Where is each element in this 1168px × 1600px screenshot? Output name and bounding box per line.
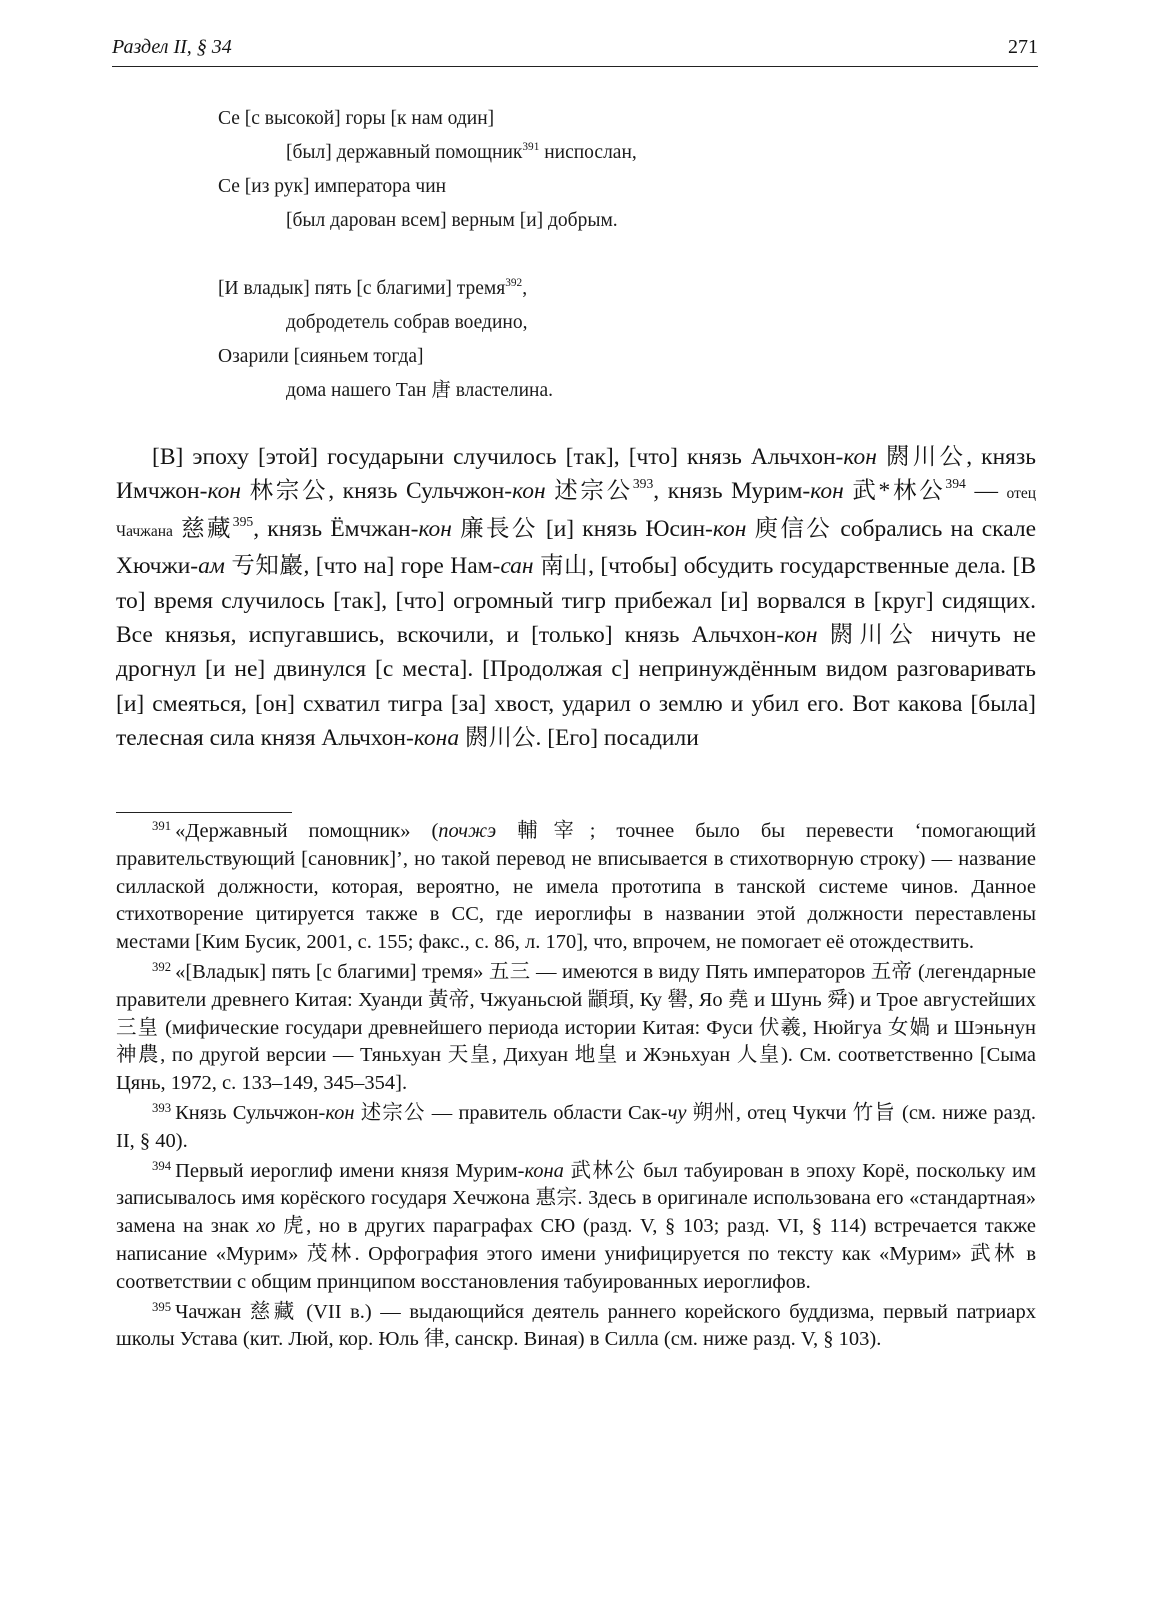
text: 慈藏	[172, 515, 233, 542]
text: 庾信公 собрались на скале Хючжи-	[116, 515, 1037, 580]
text: 南山, [чтобы] обсудить государственные дела. [В то] время случилось [так], [что] огромный тигр прибежал [и] ворвался в [круг] сидящих. Все князья, испугавшись, вскочили, и [только] князь Альчхон-	[116, 553, 1036, 649]
italic-term: хо	[256, 1215, 276, 1238]
text: 林宗公, князь Сульчжон-	[240, 478, 513, 505]
section-reference: Раздел II, § 34	[112, 36, 232, 58]
footnote-395	[116, 1299, 1036, 1355]
footnote-divider	[116, 812, 292, 813]
text: [В] эпоху [этой] государыни случилось [так], [что] князь Альчхон-	[152, 444, 844, 470]
italic-term: почжэ	[438, 820, 497, 842]
main-paragraph	[116, 440, 1036, 756]
text: Первый иероглиф имени князя Мурим-	[175, 1159, 525, 1182]
footnote-number: 393	[152, 1100, 172, 1115]
italic-term: кона	[413, 725, 460, 752]
footnote-391	[116, 818, 1036, 957]
footnote-ref[interactable]: 391	[522, 140, 540, 153]
paragraph	[116, 440, 1036, 756]
text: 廉長公 [и] князь Юсин-	[451, 515, 713, 542]
italic-term: кон	[418, 515, 452, 542]
text: «[Владык] пять [с благими] тремя» 五三 — имеются в виду Пять императоров 五帝 (легендарные правители древнего Китая: Хуанди 黃帝, Чжуаньсюй 顓頊, Ку 嚳, Яо 堯 и Шунь 舜) и Трое августейших 三皇 (мифические государи древнейшего периода истории Китая: Фуси 伏羲, Нюйгуа 女媧 и Шэньнун 神農, по другой версии — Тяньхуан 天皇, Дихуан 地皇 и Жэньхуан 人皇). См. соответственно [Сыма Цянь, 1972, с. 133–149, 345–354].	[116, 960, 1036, 1095]
poem-line: [был дарован всем] верным [и] добрым.	[286, 210, 618, 231]
footnote-number: 394	[152, 1158, 172, 1173]
text: «Державный помощник» (	[175, 820, 439, 842]
italic-term: кон	[810, 478, 844, 505]
footnote-394	[116, 1158, 1036, 1297]
poem-line: Се [из рук] императора чин	[218, 176, 447, 197]
text: 武林公 был табуирован в эпоху Корё, поскольку им записывалось имя корёского государя Хечжона 惠宗. Здесь в оригинале использована его «стандартная» замена на знак	[116, 1159, 1037, 1238]
text: Чачжан 慈藏 (VII в.) — выдающийся деятель раннего корейского буддизма, первый патриарх школы Устава (кит. Люй, кор. Юль 律, санскр. Виная) в Силла (см. ниже разд. V, § 103).	[116, 1300, 1036, 1351]
italic-term: кон	[512, 478, 546, 505]
text: , князь Ёмчжан-	[253, 515, 419, 542]
text: , князь Мурим-	[653, 478, 811, 505]
italic-term: чу	[667, 1101, 687, 1124]
poem-line	[218, 136, 1018, 170]
poem-line: Се [с высокой] горы [к нам один]	[218, 108, 495, 129]
text: 輔宰; точнее было бы перевести ‘помогающий правительствующий [сановник]’, но такой перевод не вписывается в стихотворную строку) — название силлаской должности, которая, вероятно, не имела прототипа в танской системе чинов. Данное стихотворение цитируется также в СС, где иероглифы в названии этой должности переставлены местами [Ким Бусик, 2001, с. 155; факс., с. 86, л. 170], что, впрочем, не помогает её отождествить.	[116, 820, 1037, 954]
poem-stanza	[218, 272, 1018, 408]
footnote-393	[116, 1100, 1036, 1156]
running-header	[112, 30, 1038, 67]
poem-line	[218, 272, 1018, 306]
text: 閼川公 ничуть не дрогнул [и не] двинулся [с места]. [Продолжая с] непринуждённым видом разговаривать [и] смеяться, [он] схватил тигра [за] хвост, ударил о землю и убил его. Вот какова [была] телесная сила князя Альчхон-	[116, 622, 1036, 752]
italic-term: кона	[524, 1159, 564, 1182]
poem-line: дома нашего Тан 唐 властелина.	[286, 380, 554, 401]
poem	[218, 102, 1018, 408]
text: 亐知巖, [что на] горе Нам-	[224, 553, 501, 580]
italic-term: кон	[712, 515, 747, 542]
footnote-392	[116, 959, 1036, 1098]
poem-line-text: [И владык] пять [с благими] тремя	[218, 278, 506, 299]
poem-line: добродетель собрав воедино,	[286, 312, 528, 333]
text: 朔州, отец Чукчи 竹旨 (см. ниже разд. II, § 40).	[116, 1101, 1037, 1152]
italic-term: кон	[325, 1101, 355, 1124]
poem-line-text: ,	[522, 278, 528, 299]
text: 虎, но в других параграфах СЮ (разд. V, § 103; разд. VI, § 114) встречается также написание «Мурим» 茂林. Орфография этого имени унифицируется по тексту как «Мурим» 武林 в соответствии с общим принципом восстановления табуированных иероглифов.	[116, 1215, 1036, 1293]
text: 閼川公. [Его] посадили	[459, 725, 699, 752]
page-number: 271	[1008, 36, 1038, 58]
italic-term: кон	[784, 622, 818, 649]
text: 武*林公	[843, 478, 946, 505]
small-text: отец Чачжана	[116, 485, 1037, 540]
footnote-ref[interactable]: 394	[945, 476, 966, 492]
footnotes	[116, 818, 1036, 1356]
italic-term: ам	[198, 553, 225, 580]
footnote-ref[interactable]: 395	[232, 514, 254, 529]
footnote-number: 395	[152, 1299, 172, 1314]
footnote-ref[interactable]: 392	[505, 276, 523, 289]
text: 述宗公	[545, 478, 633, 505]
poem-line-text: [был] державный помощник	[286, 142, 523, 163]
text: Князь Сульчжон-	[175, 1101, 326, 1124]
text: 述宗公 — правитель области Сак-	[354, 1101, 668, 1124]
poem-stanza	[218, 102, 1018, 238]
poem-line-text: ниспослан,	[539, 142, 637, 163]
poem-line: Озарили [сияньем тогда]	[218, 346, 424, 367]
footnote-ref[interactable]: 393	[632, 476, 654, 492]
italic-term: сан	[500, 553, 534, 580]
footnote-number: 392	[152, 960, 172, 974]
footnote-number: 391	[152, 819, 172, 834]
italic-term: кон	[843, 444, 877, 470]
text: —	[965, 478, 1007, 505]
italic-term: кон	[207, 478, 241, 505]
text: 閼川公, князь Имчжон-	[116, 444, 1036, 505]
